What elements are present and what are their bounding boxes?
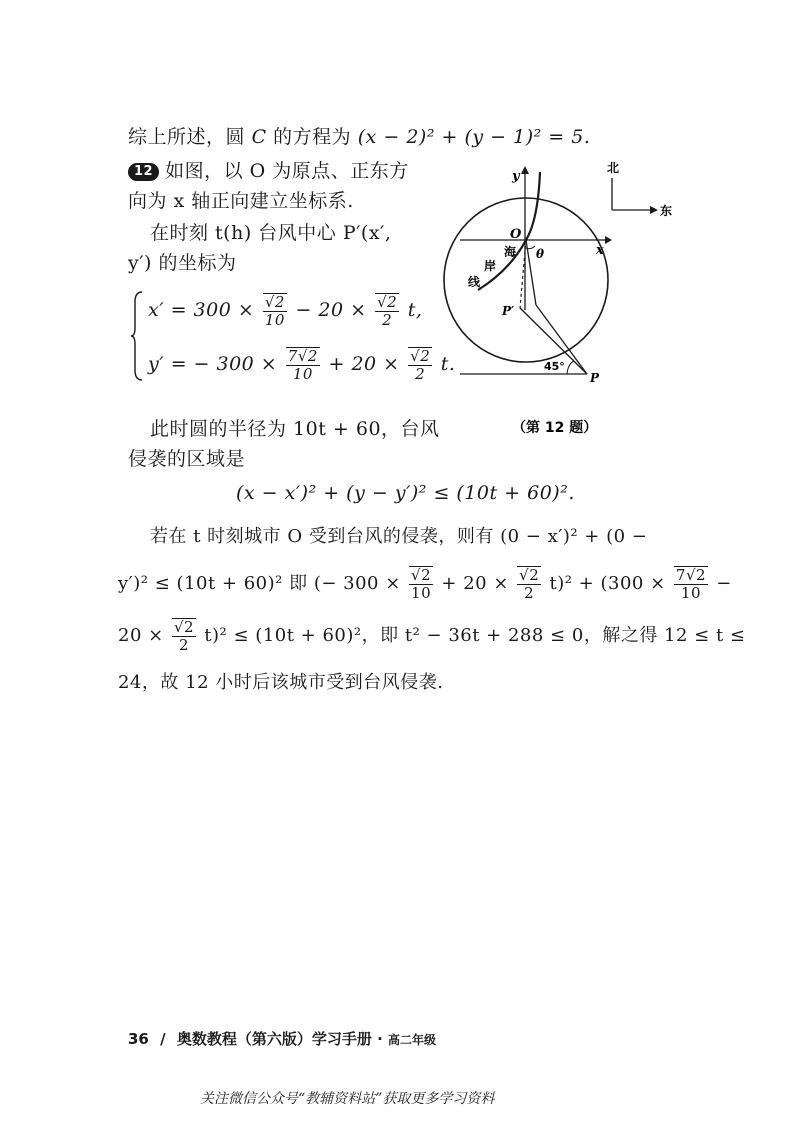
fraction bbox=[263, 293, 287, 329]
conclusion-line bbox=[128, 122, 590, 149]
eq-part: (− 300 × bbox=[313, 573, 401, 594]
x-prime-equation bbox=[148, 293, 422, 329]
eq-part: + 20 × bbox=[328, 353, 400, 375]
numerator: √2 bbox=[410, 347, 431, 365]
fraction bbox=[408, 347, 432, 383]
attack-line-4 bbox=[118, 668, 443, 694]
problem-number-badge: 12 bbox=[128, 163, 159, 181]
denominator: 2 bbox=[524, 584, 535, 602]
denominator: 10 bbox=[411, 584, 432, 602]
attack-line-3 bbox=[118, 618, 746, 654]
denominator: 10 bbox=[264, 311, 285, 329]
radius-line bbox=[150, 414, 440, 441]
book-title: 奥数教程（第六版）学习手册 bbox=[176, 1030, 372, 1048]
attack-line-2 bbox=[118, 566, 732, 602]
p-label: P bbox=[590, 371, 600, 385]
y-prime-equation bbox=[148, 347, 455, 383]
wechat-notice bbox=[200, 1088, 494, 1108]
y-axis-arrow-icon bbox=[521, 166, 529, 174]
denominator: 10 bbox=[292, 365, 313, 383]
eq-part: + 20 × bbox=[441, 573, 509, 594]
problem-text: 此时圆的半径为 10t + 60，台风 bbox=[150, 418, 440, 440]
typhoon-figure bbox=[440, 150, 690, 440]
north-label: 北 bbox=[607, 161, 620, 175]
x-axis-label: x bbox=[596, 243, 604, 258]
problem-text: y′) 的坐标为 bbox=[128, 252, 237, 274]
page-number: 36 bbox=[128, 1030, 149, 1048]
conclusion-mid: 的方程为 bbox=[273, 126, 352, 148]
angle-label: 45° bbox=[544, 360, 565, 373]
problem-text: 侵袭的区域是 bbox=[128, 448, 246, 470]
coastline-label: 线 bbox=[468, 275, 481, 289]
problem-text: 在时刻 t(h) 台风中心 P′(x′, bbox=[150, 222, 392, 244]
eq-part: 20 × bbox=[118, 625, 164, 646]
equation-brace bbox=[130, 290, 144, 382]
denominator: 2 bbox=[382, 311, 393, 329]
region-inequality bbox=[236, 482, 575, 504]
eq-part: x′ = 300 × bbox=[148, 299, 255, 321]
sea-label: 海 bbox=[504, 245, 517, 259]
y-axis-label: y bbox=[512, 169, 520, 184]
conclusion-prefix: 综上所述，圆 bbox=[128, 126, 246, 148]
problem-line-4 bbox=[128, 248, 237, 275]
problem-text: 若在 t 时刻城市 O 受到台风的侵袭，则有 (0 − x′)² + (0 − bbox=[150, 526, 648, 547]
eq-part: t, bbox=[407, 299, 423, 321]
angle-arc bbox=[567, 361, 574, 374]
attack-line-1 bbox=[150, 522, 647, 548]
eq-part: t)² + (300 × bbox=[549, 573, 666, 594]
eq-part: − bbox=[716, 573, 732, 594]
fraction bbox=[375, 293, 399, 329]
problem-text: 如图，以 O 为原点、正东方 bbox=[165, 160, 409, 182]
circle-equation: (x − 2)² + (y − 1)² = 5. bbox=[357, 126, 591, 148]
fraction bbox=[409, 566, 433, 602]
numerator: √2 bbox=[519, 566, 540, 584]
problem-12-intro bbox=[128, 156, 409, 183]
numerator: √2 bbox=[411, 566, 432, 584]
eq-part: − 20 × bbox=[295, 299, 367, 321]
denominator: 10 bbox=[680, 584, 702, 602]
east-label: 东 bbox=[660, 204, 673, 218]
numerator: √2 bbox=[173, 618, 195, 636]
fraction bbox=[172, 618, 196, 654]
op-segment bbox=[526, 240, 536, 305]
denominator: 2 bbox=[178, 636, 190, 654]
numerator: √2 bbox=[377, 293, 398, 311]
page-footer bbox=[128, 1028, 436, 1049]
inequality: (x − x′)² + (y − y′)² ≤ (10t + 60)². bbox=[236, 482, 575, 504]
problem-line-3 bbox=[150, 218, 391, 245]
eq-part: t. bbox=[440, 353, 456, 375]
numerator: √2 bbox=[264, 293, 285, 311]
denominator: 2 bbox=[415, 365, 426, 383]
footer-dot: · bbox=[377, 1030, 383, 1048]
theta-label: θ bbox=[536, 247, 545, 261]
problem-text: 向为 x 轴正向建立坐标系. bbox=[128, 190, 354, 212]
footer-separator: / bbox=[160, 1030, 166, 1048]
shore-label: 岸 bbox=[484, 259, 497, 273]
grade-label: 高二年级 bbox=[388, 1033, 437, 1047]
problem-line-2 bbox=[128, 186, 354, 213]
east-arrow-icon bbox=[650, 206, 658, 214]
x-axis-arrow-icon bbox=[605, 236, 612, 244]
region-intro bbox=[128, 444, 245, 471]
notice-text: 关注微信公众号“教辅资料站”获取更多学习资料 bbox=[200, 1091, 495, 1107]
circle-name: C bbox=[251, 126, 267, 148]
problem-text: 24，故 12 小时后该城市受到台风侵袭. bbox=[118, 672, 444, 693]
fraction bbox=[674, 566, 708, 602]
fraction bbox=[286, 347, 320, 383]
p-prime-label: P′ bbox=[502, 304, 515, 318]
eq-part: y′ = − 300 × bbox=[148, 353, 278, 375]
eq-part: t)² ≤ (10t + 60)²，即 t² − 36t + 288 ≤ 0，解之得 12 ≤ t ≤ bbox=[204, 625, 746, 646]
figure-caption: （第 12 题） bbox=[512, 420, 598, 436]
fraction bbox=[517, 566, 541, 602]
origin-label: O bbox=[510, 227, 522, 242]
eq-part: y′)² ≤ (10t + 60)² 即 bbox=[118, 573, 308, 594]
numerator: 7√2 bbox=[287, 347, 318, 365]
numerator: 7√2 bbox=[675, 566, 707, 584]
